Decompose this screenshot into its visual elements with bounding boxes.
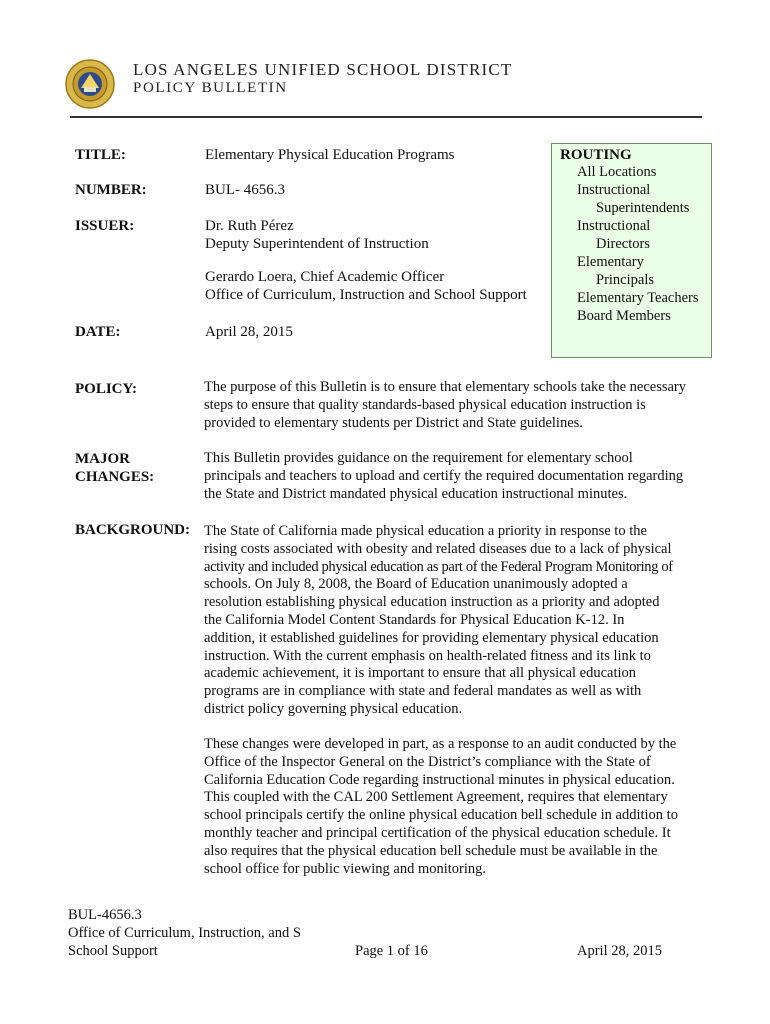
footer-doc-number: BUL-4656.3: [68, 907, 142, 923]
footer-office-line-1: Office of Curriculum, Instruction, and S: [68, 925, 301, 941]
policy-line: steps to ensure that quality standards-based physical education instruction is: [204, 396, 646, 413]
policy-text: [204, 379, 706, 432]
major-changes-label-1: MAJOR: [75, 451, 130, 467]
bulletin-type: POLICY BULLETIN: [133, 80, 288, 96]
issuer-role-1: Deputy Superintendent of Instruction: [205, 236, 429, 252]
date-label: DATE:: [75, 324, 121, 340]
routing-item: Instructional: [577, 218, 651, 234]
routing-item: Principals: [596, 272, 654, 288]
major-changes-label-2: CHANGES:: [75, 469, 155, 485]
routing-item: Board Members: [577, 308, 671, 324]
background-line: addition, it established guidelines for providing elementary physical education: [204, 629, 659, 646]
major-changes-line: the State and District mandated physical education instructional minutes.: [204, 485, 628, 502]
background-paragraph-1: [204, 523, 706, 719]
footer-page-number: Page 1 of 16: [355, 943, 428, 959]
title-label: TITLE:: [75, 147, 126, 163]
date-value: April 28, 2015: [205, 324, 293, 340]
footer-date: April 28, 2015: [577, 943, 662, 959]
district-name: LOS ANGELES UNIFIED SCHOOL DISTRICT: [133, 60, 513, 79]
background-line: the California Model Content Standards for Physical Education K-12. In: [204, 611, 625, 628]
number-value: BUL- 4656.3: [205, 182, 285, 198]
policy-line: The purpose of this Bulletin is to ensure that elementary schools take the necessary: [204, 379, 686, 395]
number-label: NUMBER:: [75, 182, 147, 198]
issuer-name-2: Gerardo Loera, Chief Academic Officer: [205, 269, 445, 285]
background-line: academic achievement, it is important to ensure that all physical education: [204, 665, 637, 682]
routing-item: Directors: [596, 236, 650, 252]
footer-office-line-2: School Support: [68, 943, 158, 959]
routing-item: Elementary: [577, 254, 644, 270]
background-line: These changes were developed in part, as a response to an audit conducted by the: [204, 736, 677, 752]
background-line: resolution establishing physical education instruction as a priority and adopted: [204, 594, 660, 611]
background-line: instruction. With the current emphasis on health-related fitness and its link to: [204, 647, 651, 664]
routing-item: Superintendents: [596, 200, 690, 216]
background-label: BACKGROUND:: [75, 522, 190, 538]
background-paragraph-2: [204, 736, 706, 878]
routing-item: All Locations: [577, 164, 657, 180]
routing-item: Instructional: [577, 182, 651, 198]
background-line: The State of California made physical education a priority in response to the: [204, 523, 647, 539]
background-line: school office for public viewing and monitoring.: [204, 860, 487, 877]
background-line: district policy governing physical education.: [204, 700, 463, 717]
background-line: This coupled with the CAL 200 Settlement Agreement, requires that elementary: [204, 789, 668, 806]
background-line: school principals certify the online physical education bell schedule in addition to: [204, 807, 678, 824]
background-line: schools. On July 8, 2008, the Board of Education unanimously adopted a: [204, 576, 628, 593]
routing-title: ROUTING: [560, 147, 632, 163]
background-line: Office of the Inspector General on the District’s compliance with the State of: [204, 753, 651, 770]
background-line: monthly teacher and principal certification of the physical education schedule. It: [204, 824, 671, 841]
background-line: also requires that the physical education bell schedule must be available in the: [204, 842, 658, 859]
routing-item: Elementary Teachers: [577, 290, 699, 306]
major-changes-line: principals and teachers to upload and certify the required documentation regarding: [204, 467, 684, 484]
background-line: California Education Code regarding instructional minutes in physical education.: [204, 771, 675, 788]
major-changes-line: This Bulletin provides guidance on the requirement for elementary school: [204, 450, 633, 466]
issuer-name-1: Dr. Ruth Pérez: [205, 218, 294, 234]
policy-line: provided to elementary students per District and State guidelines.: [204, 414, 583, 431]
header-divider: [70, 116, 702, 118]
background-line: rising costs associated with obesity and related diseases due to a lack of physical: [204, 540, 672, 557]
policy-label: POLICY:: [75, 381, 137, 397]
major-changes-text: [204, 450, 706, 503]
district-seal-icon: [63, 58, 117, 110]
title-value: Elementary Physical Education Programs: [205, 147, 455, 163]
background-line: programs are in compliance with state and federal mandates as well as with: [204, 683, 642, 700]
issuer-label: ISSUER:: [75, 218, 135, 234]
issuer-role-2: Office of Curriculum, Instruction and School Support: [205, 287, 527, 303]
background-line: activity and included physical education as part of the Federal Program Monitoring of: [204, 558, 673, 575]
